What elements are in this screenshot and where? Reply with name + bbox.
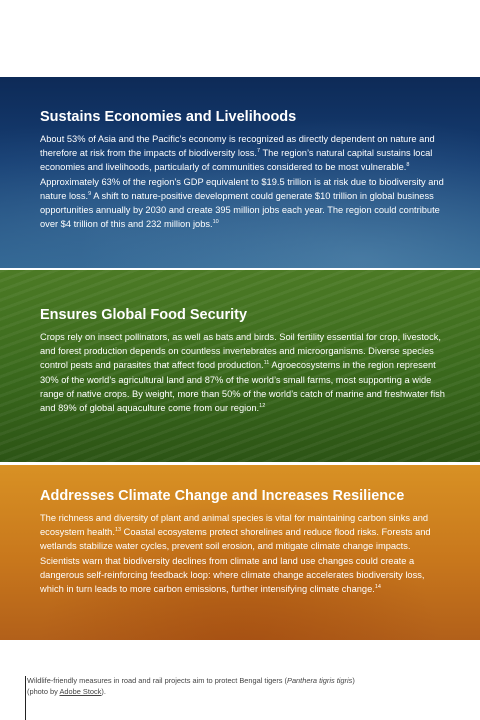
- species-name: Panthera tigris tigris: [287, 676, 353, 685]
- section-body: The richness and diversity of plant and animal species is vital for maintaining carbon sinks and ecosystem health.$^{13}$ Coastal ecosystems protect shorelines and reduce flood risks. Forests and wetlands stabilize water cycles, prevent soil erosion, and mitigate climate change impacts. Scientists warn that biodiversity declines from climate and land use changes could create a dangerous self-reinforcing feedback loop: where climate change accelerates biodiversity loss, which in turn leads to more carbon emissions, further intensifying climate change.$^{14}$: [40, 513, 431, 595]
- section-food-security: [0, 270, 480, 462]
- section-climate-resilience: [0, 465, 480, 640]
- footnote-ref[interactable]: 14: [374, 583, 381, 590]
- footnote-ref[interactable]: 12: [259, 402, 266, 409]
- section-title: Sustains Economies and Livelihoods: [40, 109, 297, 125]
- section-body: About 53% of Asia and the Pacific’s economy is recognized as directly dependent on nature and therefore at risk from the impacts of biodiversity loss.$^7$ The region’s natural capital sustains local economies and livelihoods, particularly of communities considered to be most vulnerable.$^8$ Approximately 63% of the region’s GDP equivalent to $19.5 trillion is at risk due to biodiversity and nature loss.$^9$ A shift to nature-positive development could generate $10 trillion in global business opportunities annually by 2030 and create 395 million jobs each year. The region could contribute over $4 trillion of this and 232 million jobs.$^{10}$: [40, 134, 444, 230]
- caption-rule: [25, 676, 26, 720]
- section-economies: [0, 77, 480, 268]
- section-title: Ensures Global Food Security: [40, 307, 248, 323]
- footnote-ref[interactable]: 11: [263, 360, 270, 367]
- section-title: Addresses Climate Change and Increases Resilience: [40, 488, 405, 504]
- photo-caption: Wildlife-friendly measures in road and rail projects aim to protect Bengal tigers (Panthera tigris tigris) (photo by Adobe Stock).: [27, 676, 355, 696]
- footnote-ref[interactable]: 9: [88, 190, 92, 197]
- footnote-ref[interactable]: 10: [212, 219, 219, 226]
- photo-credit-link[interactable]: Adobe Stock: [59, 686, 102, 696]
- section-body: Crops rely on insect pollinators, as well as bats and birds. Soil fertility essential for crop, livestock, and forest production depends on countless invertebrates and microorganisms. Diverse species control pests and parasites that affect food production.$^{11}$ Agroecosystems in the region represent 30% of the world’s agricultural land and 87% of the world’s small farms, most supporting a wide range of native crops. By weight, more than 50% of the world’s catch of marine and freshwater fish and 89% of global aquaculture come from our region.$^{12}$: [40, 332, 445, 414]
- footnote-ref[interactable]: 7: [257, 148, 261, 155]
- footnote-ref[interactable]: 13: [114, 527, 122, 534]
- footnote-ref[interactable]: 8: [406, 162, 410, 169]
